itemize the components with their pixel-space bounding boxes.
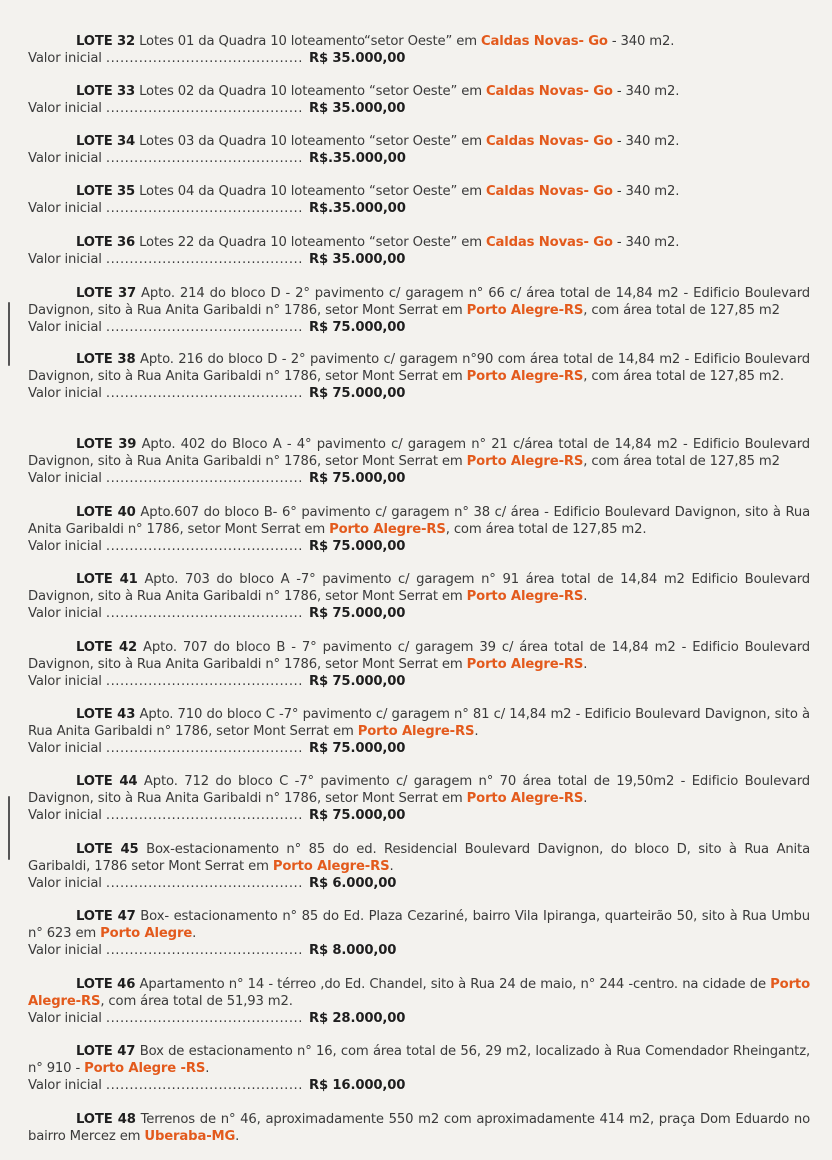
lot-number: LOTE 47 bbox=[76, 909, 136, 924]
lot-number: LOTE 42 bbox=[76, 640, 138, 655]
lot-entry bbox=[28, 504, 810, 555]
lot-text: Lotes 01 da Quadra 10 loteamento“setor Oeste” em bbox=[139, 34, 477, 49]
valor-label: Valor inicial bbox=[28, 741, 102, 756]
lot-price: R$ 6.000,00 bbox=[308, 876, 397, 891]
lot-city: Porto Alegre-RS bbox=[466, 369, 584, 384]
lot-price: R$ 75.000,00 bbox=[308, 808, 406, 823]
lot-text-after: - 340 m2. bbox=[607, 34, 675, 49]
lot-price: R$ 75.000,00 bbox=[308, 539, 406, 554]
valor-dots: .......................................... bbox=[105, 151, 303, 166]
lot-text: Box de estacionamento n° 16, com área total de 56, 29 m2, localizado à Rua Comendador Rheingantz, n° 910 - bbox=[28, 1044, 811, 1076]
lot-number: LOTE 47 bbox=[76, 1044, 136, 1059]
lot-description bbox=[28, 234, 810, 251]
lot-text-after: . bbox=[192, 926, 197, 941]
valor-label: Valor inicial bbox=[28, 320, 102, 335]
lot-entry bbox=[28, 183, 810, 217]
valor-dots: .......................................... bbox=[105, 606, 303, 621]
lot-city: Porto Alegre-RS bbox=[272, 859, 390, 874]
lot-text: Apto. 402 do Bloco A - 4° pavimento c/ garagem n° 21 c/área total de 14,84 m2 - Edificio Boulevard Davignon, sito à Rua Anita Garibaldi n° 1786, setor Mont Serrat em bbox=[28, 437, 811, 469]
lot-valor-line bbox=[28, 470, 810, 487]
valor-label: Valor inicial bbox=[28, 606, 102, 621]
lot-city: Porto Alegre-RS bbox=[329, 522, 446, 537]
valor-label: Valor inicial bbox=[28, 386, 102, 401]
valor-dots: .......................................... bbox=[105, 252, 303, 267]
valor-dots: .......................................... bbox=[105, 1011, 303, 1026]
lot-valor-line bbox=[28, 1077, 810, 1094]
lot-number: LOTE 43 bbox=[76, 707, 136, 722]
lot-description bbox=[28, 83, 810, 100]
lot-text-after: . bbox=[389, 859, 394, 874]
lot-description bbox=[28, 504, 810, 538]
valor-label: Valor inicial bbox=[28, 51, 102, 66]
lot-number: LOTE 33 bbox=[76, 84, 136, 99]
lot-valor-line bbox=[28, 740, 810, 757]
lot-entry bbox=[28, 773, 810, 824]
lot-entry bbox=[28, 133, 810, 167]
valor-dots: .......................................... bbox=[105, 943, 303, 958]
valor-label: Valor inicial bbox=[28, 674, 102, 689]
lot-text-after: , com área total de 51,93 m2. bbox=[100, 994, 293, 1009]
lot-text: Apto.607 do bloco B- 6° pavimento c/ garagem n° 38 c/ área - Edificio Boulevard Davignon, sito à Rua Anita Garibaldi n° 1786, setor Mont Serrat em bbox=[28, 505, 811, 537]
valor-label: Valor inicial bbox=[28, 943, 102, 958]
lot-valor-line bbox=[28, 807, 810, 824]
lot-entry bbox=[28, 571, 810, 622]
lot-text-after: , com área total de 127,85 m2 bbox=[583, 303, 780, 318]
valor-label: Valor inicial bbox=[28, 252, 102, 267]
lot-price: R$ 16.000,00 bbox=[308, 1078, 406, 1093]
valor-label: Valor inicial bbox=[28, 471, 102, 486]
lot-text: Apto. 707 do bloco B - 7° pavimento c/ garagem 39 c/ área total de 14,84 m2 - Edificio Boulevard Davignon, sito à Rua Anita Garibaldi n° 1786, setor Mont Serrat em bbox=[28, 640, 811, 672]
lot-entry bbox=[28, 436, 810, 487]
valor-label: Valor inicial bbox=[28, 876, 102, 891]
lot-text: Lotes 04 da Quadra 10 loteamento “setor Oeste” em bbox=[139, 184, 482, 199]
lot-description bbox=[28, 773, 810, 807]
lot-text-after: . bbox=[583, 657, 588, 672]
lot-entry bbox=[28, 1043, 810, 1094]
lot-description bbox=[28, 571, 810, 605]
lot-city: Caldas Novas- Go bbox=[485, 235, 613, 250]
lot-description bbox=[28, 639, 810, 673]
lot-valor-line bbox=[28, 673, 810, 690]
lot-text: Apartamento n° 14 - térreo ,do Ed. Chandel, sito à Rua 24 de maio, n° 244 -centro. na cidade de bbox=[139, 977, 766, 992]
lot-text-after: - 340 m2. bbox=[612, 235, 680, 250]
lot-valor-line bbox=[28, 200, 810, 217]
lot-city: Porto Alegre-RS bbox=[466, 454, 584, 469]
lot-price: R$.35.000,00 bbox=[308, 151, 406, 166]
lot-number: LOTE 46 bbox=[76, 977, 136, 992]
lot-number: LOTE 44 bbox=[76, 774, 138, 789]
lot-price: R$ 75.000,00 bbox=[308, 386, 406, 401]
lot-text-after: , com área total de 127,85 m2. bbox=[583, 369, 784, 384]
lot-price: R$ 35.000,00 bbox=[308, 252, 406, 267]
lot-entry bbox=[28, 976, 810, 1027]
binding-mark-bottom bbox=[8, 796, 10, 860]
binding-mark-top bbox=[8, 302, 10, 366]
lot-city: Porto Alegre-RS bbox=[357, 724, 475, 739]
lot-price: R$ 35.000,00 bbox=[308, 51, 406, 66]
lot-number: LOTE 40 bbox=[76, 505, 136, 520]
lot-valor-line bbox=[28, 50, 810, 67]
valor-dots: .......................................... bbox=[105, 741, 303, 756]
lot-city: Caldas Novas- Go bbox=[485, 134, 613, 149]
lot-description bbox=[28, 1043, 810, 1077]
lot-description bbox=[28, 706, 810, 740]
lot-text-after: - 340 m2. bbox=[612, 134, 680, 149]
lot-text: Lotes 22 da Quadra 10 loteamento “setor Oeste” em bbox=[139, 235, 482, 250]
lot-entry bbox=[28, 706, 810, 757]
lot-text-after: , com área total de 127,85 m2 bbox=[583, 454, 780, 469]
lot-text: Apto. 712 do bloco C -7° pavimento c/ garagem n° 70 área total de 19,50m2 - Edificio Boulevard Davignon, sito à Rua Anita Garibaldi n° 1786, setor Mont Serrat em bbox=[28, 774, 811, 806]
lot-text-after: . bbox=[474, 724, 479, 739]
lot-city: Porto Alegre bbox=[100, 926, 193, 941]
lot-text-after: . bbox=[205, 1061, 210, 1076]
lot-valor-line bbox=[28, 1010, 810, 1027]
lot-price: R$ 35.000,00 bbox=[308, 101, 406, 116]
valor-dots: .......................................... bbox=[105, 201, 303, 216]
lot-entry bbox=[28, 234, 810, 268]
lot-text-after: . bbox=[583, 791, 588, 806]
valor-dots: .......................................... bbox=[105, 674, 303, 689]
lot-city: Uberaba-MG bbox=[144, 1129, 236, 1144]
lot-valor-line bbox=[28, 942, 810, 959]
valor-label: Valor inicial bbox=[28, 201, 102, 216]
lot-entry bbox=[28, 639, 810, 690]
lot-number: LOTE 37 bbox=[76, 286, 137, 301]
valor-dots: .......................................... bbox=[105, 51, 303, 66]
lot-description bbox=[28, 1111, 810, 1145]
lot-valor-line bbox=[28, 385, 810, 402]
valor-dots: .......................................... bbox=[105, 101, 303, 116]
lot-valor-line bbox=[28, 538, 810, 555]
lot-valor-line bbox=[28, 251, 810, 268]
lot-text: Box- estacionamento n° 85 do Ed. Plaza Cezariné, bairro Vila Ipiranga, quarteirão 50, sito à Rua Umbu n° 623 em bbox=[28, 909, 810, 941]
valor-label: Valor inicial bbox=[28, 539, 102, 554]
valor-dots: .......................................... bbox=[105, 471, 303, 486]
lot-number: LOTE 39 bbox=[76, 437, 137, 452]
lot-description bbox=[28, 436, 810, 470]
lot-number: LOTE 41 bbox=[76, 572, 138, 587]
lot-description bbox=[28, 976, 810, 1010]
lot-text-after: . bbox=[235, 1129, 240, 1144]
lot-number: LOTE 48 bbox=[76, 1112, 136, 1127]
lot-entry bbox=[28, 1111, 810, 1145]
lot-city: Porto Alegre-RS bbox=[466, 791, 584, 806]
valor-dots: .......................................... bbox=[105, 808, 303, 823]
lot-valor-line bbox=[28, 875, 810, 892]
lot-number: LOTE 32 bbox=[76, 34, 136, 49]
lot-description bbox=[28, 908, 810, 942]
lot-text-after: , com área total de 127,85 m2. bbox=[445, 522, 647, 537]
lot-valor-line bbox=[28, 605, 810, 622]
lot-number: LOTE 45 bbox=[76, 842, 139, 857]
lot-valor-line bbox=[28, 319, 810, 336]
valor-dots: .......................................... bbox=[105, 539, 303, 554]
lot-city: Porto Alegre-RS bbox=[466, 589, 584, 604]
lot-number: LOTE 35 bbox=[76, 184, 136, 199]
valor-label: Valor inicial bbox=[28, 808, 102, 823]
lot-city: Porto Alegre -RS bbox=[84, 1061, 206, 1076]
lot-price: R$ 75.000,00 bbox=[308, 741, 406, 756]
lot-text: Apto. 216 do bloco D - 2° pavimento c/ garagem n°90 com área total de 14,84 m2 - Edificio Boulevard Davignon, sito à Rua Anita Garibaldi n° 1786, setor Mont Serrat em bbox=[28, 352, 811, 384]
lot-city: Porto Alegre-RS bbox=[466, 657, 584, 672]
lot-price: R$ 75.000,00 bbox=[308, 606, 406, 621]
lot-text: Apto. 703 do bloco A -7° pavimento c/ garagem n° 91 área total de 14,84 m2 Edificio Boulevard Davignon, sito à Rua Anita Garibaldi n° 1786, setor Mont Serrat em bbox=[28, 572, 811, 604]
valor-label: Valor inicial bbox=[28, 101, 102, 116]
lot-description bbox=[28, 841, 810, 875]
lot-entry bbox=[28, 83, 810, 117]
lot-city: Caldas Novas- Go bbox=[480, 34, 608, 49]
lot-text: Apto. 710 do bloco C -7° pavimento c/ garagem n° 81 c/ 14,84 m2 - Edificio Boulevard Davignon, sito à Rua Anita Garibaldi n° 1786, setor Mont Serrat em bbox=[28, 707, 810, 739]
lot-description bbox=[28, 33, 810, 50]
lot-valor-line bbox=[28, 100, 810, 117]
valor-label: Valor inicial bbox=[28, 1011, 102, 1026]
lot-text-after: . bbox=[583, 589, 588, 604]
lot-text-after: - 340 m2. bbox=[612, 184, 680, 199]
valor-dots: .......................................... bbox=[105, 386, 303, 401]
lot-text: Box-estacionamento n° 85 do ed. Residencial Boulevard Davignon, do bloco D, sito à Rua Anita Garibaldi, 1786 setor Mont Serrat em bbox=[28, 842, 810, 874]
lot-entry bbox=[28, 351, 810, 402]
lot-city: Caldas Novas- Go bbox=[485, 184, 613, 199]
lot-entry bbox=[28, 908, 810, 959]
lot-price: R$ 75.000,00 bbox=[308, 471, 406, 486]
lot-description bbox=[28, 351, 810, 385]
lot-text: Apto. 214 do bloco D - 2° pavimento c/ garagem n° 66 c/ área total de 14,84 m2 - Edificio Boulevard Davignon, sito à Rua Anita Garibaldi n° 1786, setor Mont Serrat em bbox=[28, 286, 810, 318]
lot-city: Porto Alegre-RS bbox=[466, 303, 584, 318]
valor-dots: .......................................... bbox=[105, 876, 303, 891]
lot-number: LOTE 36 bbox=[76, 235, 136, 250]
lot-description bbox=[28, 183, 810, 200]
lot-text-after: - 340 m2. bbox=[612, 84, 680, 99]
lot-description bbox=[28, 285, 810, 319]
lot-description bbox=[28, 133, 810, 150]
valor-label: Valor inicial bbox=[28, 151, 102, 166]
lot-price: R$.35.000,00 bbox=[308, 201, 406, 216]
lot-city: Porto Alegre-RS bbox=[28, 977, 810, 1009]
lot-city: Caldas Novas- Go bbox=[485, 84, 613, 99]
lot-number: LOTE 38 bbox=[76, 352, 136, 367]
lot-price: R$ 28.000,00 bbox=[308, 1011, 406, 1026]
valor-dots: .......................................... bbox=[105, 320, 303, 335]
lot-price: R$ 75.000,00 bbox=[308, 674, 406, 689]
valor-label: Valor inicial bbox=[28, 1078, 102, 1093]
lot-text: Lotes 03 da Quadra 10 loteamento “setor Oeste” em bbox=[139, 134, 482, 149]
valor-dots: .......................................... bbox=[105, 1078, 303, 1093]
lot-price: R$ 75.000,00 bbox=[308, 320, 406, 335]
lot-price: R$ 8.000,00 bbox=[308, 943, 397, 958]
lot-text: Terrenos de n° 46, aproximadamente 550 m2 com aproximadamente 414 m2, praça Dom Eduardo no bairro Mercez em bbox=[28, 1112, 811, 1144]
lot-entry bbox=[28, 841, 810, 892]
lot-valor-line bbox=[28, 150, 810, 167]
lot-text: Lotes 02 da Quadra 10 loteamento “setor Oeste” em bbox=[139, 84, 482, 99]
lot-entry bbox=[28, 33, 810, 67]
lot-entry bbox=[28, 285, 810, 336]
lot-number: LOTE 34 bbox=[76, 134, 136, 149]
